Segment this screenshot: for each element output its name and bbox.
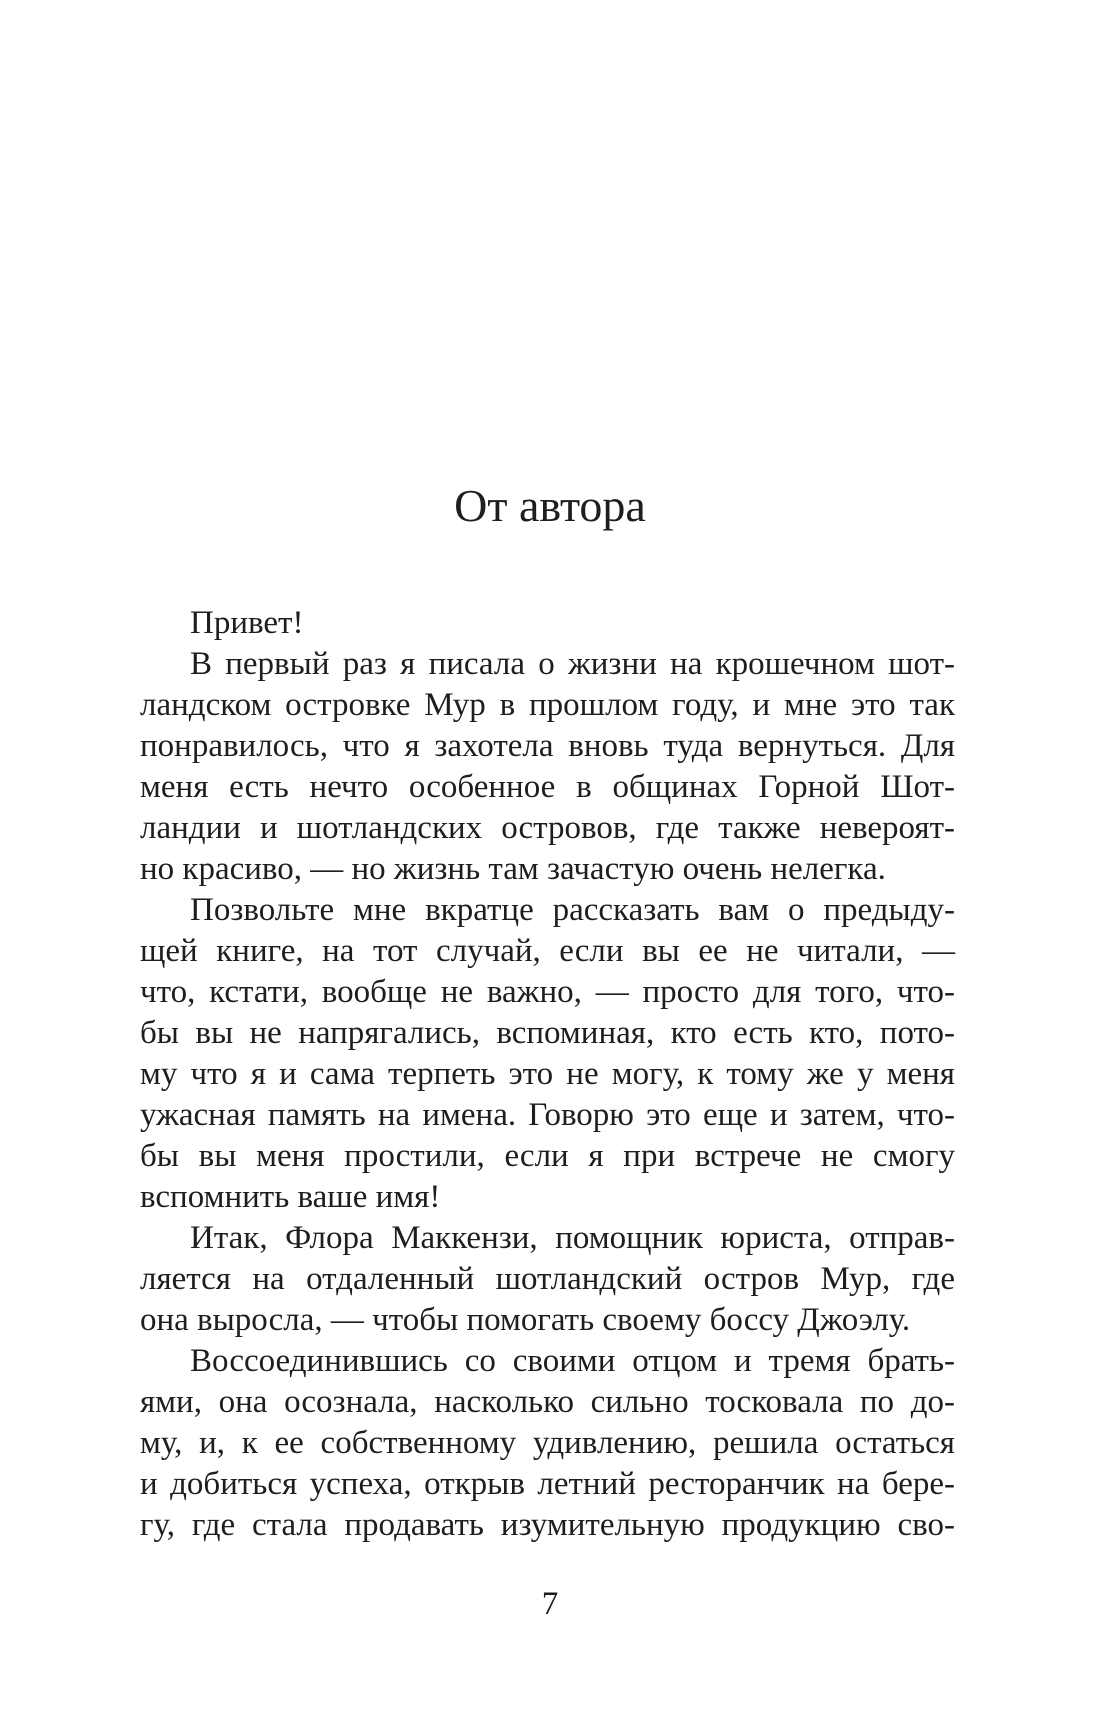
text-line: В первый раз я писала о жизни на крошечном шот- — [190, 646, 955, 682]
text-line: щей книге, на тот случай, если вы ее не читали, — — [140, 933, 955, 969]
text-line: что, кстати, вообще не важно, — просто для того, что- — [140, 974, 955, 1010]
text-line: гу, где стала продавать изумительную продукцию сво- — [140, 1507, 955, 1543]
text-line: бы вы меня простили, если я при встрече не смогу — [140, 1138, 955, 1174]
text-line: меня есть нечто особенное в общинах Горной Шот- — [140, 769, 955, 805]
chapter-title: От автора — [454, 480, 646, 531]
paragraph — [140, 890, 955, 1218]
text-line: но красиво, — но жизнь там зачастую очень нелегка. — [140, 851, 886, 887]
text-line: Привет! — [190, 605, 304, 641]
text-line: бы вы не напрягались, вспоминая, кто есть кто, пото- — [140, 1015, 955, 1051]
text-line: ужасная память на имена. Говорю это еще и затем, что- — [140, 1097, 955, 1133]
text-line: Итак, Флора Маккензи, помощник юриста, отправ- — [190, 1220, 955, 1256]
paragraph — [140, 1218, 955, 1341]
text-line: вспомнить ваше имя! — [140, 1179, 441, 1215]
text-line: ляется на отдаленный шотландский остров Мур, где — [140, 1261, 955, 1297]
paragraph — [140, 603, 955, 644]
text-line: и добиться успеха, открыв летний ресторанчик на бере- — [140, 1466, 955, 1502]
text-line: Воссоединившись со своими отцом и тремя брать- — [190, 1343, 955, 1379]
paragraph — [140, 644, 955, 890]
text-line: ями, она осознала, насколько сильно тосковала по до- — [140, 1384, 955, 1420]
text-line: Позвольте мне вкратце рассказать вам о предыду- — [190, 892, 955, 928]
page-number: 7 — [541, 1586, 559, 1622]
text-line: ландском островке Мур в прошлом году, и мне это так — [140, 687, 955, 723]
body-text — [140, 603, 955, 1546]
paragraph — [140, 1341, 955, 1546]
text-line: му что я и сама терпеть это не могу, к тому же у меня — [140, 1056, 955, 1092]
text-line: ландии и шотландских островов, где также невероят- — [140, 810, 955, 846]
text-line: понравилось, что я захотела вновь туда вернуться. Для — [140, 728, 955, 764]
text-line: му, и, к ее собственному удивлению, решила остаться — [140, 1425, 955, 1461]
text-line: она выросла, — чтобы помогать своему боссу Джоэлу. — [140, 1302, 911, 1338]
